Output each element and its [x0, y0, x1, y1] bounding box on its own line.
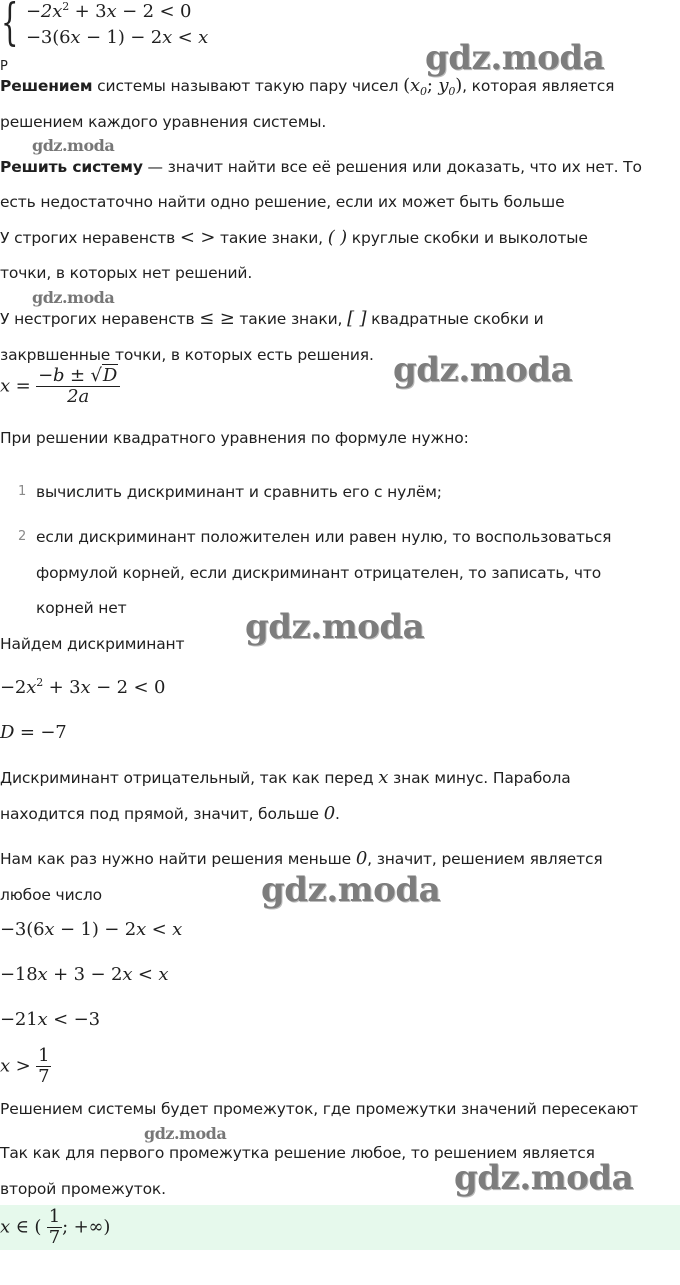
definition-solution-line-2: решением каждого уравнения системы.: [0, 113, 327, 131]
equation-6: x > $\frac{1}{7}$: [0, 1045, 50, 1087]
watermark: gdz.moda: [393, 350, 573, 390]
formula-fraction: $\frac{-b \pm √D}{2a}$: [36, 366, 120, 407]
pair-x0-y0: ($x_0$; $y_0$): [403, 75, 463, 98]
strict-inequalities-line-1: У строгих неравенств < > такие знаки, ( ) круглые скобки и выколотые: [0, 227, 588, 248]
parabola-explanation-line-1: Дискриминант отрицательный, так как перед x знак минус. Парабола: [0, 767, 571, 788]
watermark: gdz.moda: [32, 288, 115, 307]
equation-1: $-2x^2 + 3x - 2 < 0$: [0, 676, 166, 698]
equation-discriminant: D = −7: [0, 722, 67, 743]
equation-4: −18x + 3 − 2x < x: [0, 964, 169, 985]
intersection-sentence: Решением системы будет промежуток, где промежутки значений пересекают: [0, 1100, 639, 1118]
equation-3: −3(6x − 1) − 2x < x: [0, 919, 183, 940]
list-item-number: 1: [18, 484, 27, 499]
strict-inequalities-line-2: точки, в которых нет решений.: [0, 264, 253, 282]
list-item: вычислить дискриминант и сравнить его с нулём;: [36, 483, 442, 501]
conclusion-line-2: второй промежуток.: [0, 1180, 166, 1198]
list-item-continuation: формулой корней, если дискриминант отрицателен, то записать, что: [36, 564, 602, 582]
any-number-line-1: Нам как раз нужно найти решения меньше 0, значит, решением является: [0, 848, 603, 869]
system-line-1: $-2x^2 + 3x - 2 < 0$: [26, 0, 192, 22]
system-of-inequalities: [0, 0, 300, 51]
nonstrict-inequalities-line-2: закрвшенные точки, в которых есть решения.: [0, 346, 374, 364]
cut-off-letter: Р: [0, 59, 8, 74]
fraction-one-seventh: $\frac{1}{7}$: [38, 1045, 50, 1087]
definition-solution-line-1: Решением системы называют такую пару чисел ($x_0$; $y_0$), которая является: [0, 75, 615, 98]
solve-system-line-2: есть недостаточно найти одно решение, если их может быть больше: [0, 193, 565, 211]
equation-5: −21x < −3: [0, 1009, 100, 1030]
formula-intro: При решении квадратного уравнения по формуле нужно:: [0, 429, 469, 447]
parabola-explanation-line-2: находится под прямой, значит, больше 0.: [0, 803, 340, 824]
watermark: gdz.moda: [32, 136, 115, 155]
find-discriminant: Найдем дискриминант: [0, 635, 185, 653]
system-brace: {: [1, 0, 19, 51]
list-item-number: 2: [18, 529, 27, 544]
list-item: если дискриминант положителен или равен нулю, то воспользоваться: [36, 528, 612, 546]
watermark: gdz.moda: [245, 607, 425, 647]
nonstrict-inequalities-line-1: У нестрогих неравенств ≤ ≥ такие знаки, [ ] квадратные скобки и: [0, 308, 544, 329]
solve-system-line-1: Решить систему — значит найти все её решения или доказать, что их нет. То: [0, 158, 642, 176]
answer-fraction: $\frac{1}{7}$: [48, 1206, 61, 1248]
list-item-continuation: корней нет: [36, 599, 127, 617]
conclusion-line-1: Так как для первого промежутка решение любое, то решением является: [0, 1144, 595, 1162]
answer: x ∈ ( $\frac{1}{7}$ ; +∞): [0, 1206, 111, 1248]
quadratic-formula: x = $\frac{-b \pm √D}{2a}$: [0, 366, 120, 406]
system-line-2: −3(6x − 1) − 2x < x: [26, 27, 209, 48]
watermark: gdz.moda: [261, 870, 441, 910]
any-number-line-2: любое число: [0, 886, 102, 904]
watermark: gdz.moda: [144, 1124, 227, 1143]
watermark: gdz.moda: [425, 38, 605, 78]
watermark: gdz.moda: [454, 1158, 634, 1198]
answer-box: [0, 1205, 680, 1250]
